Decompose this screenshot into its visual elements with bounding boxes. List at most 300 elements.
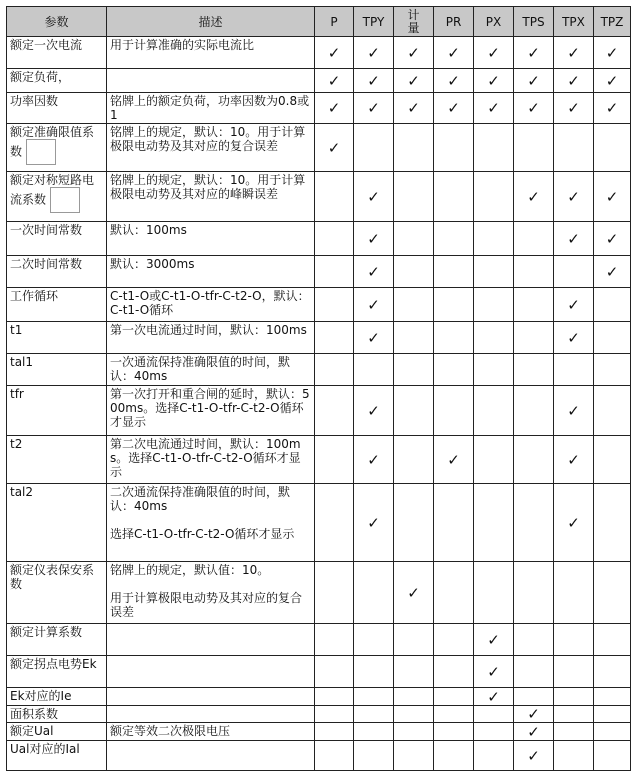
param-cell — [7, 93, 107, 124]
mark-cell-metering — [394, 562, 434, 624]
mark-cell-metering — [394, 354, 434, 386]
mark-cell-tpz — [594, 69, 631, 93]
check-icon: ✓ — [367, 187, 380, 206]
check-icon: ✓ — [567, 401, 580, 420]
mark-cell-p — [315, 386, 354, 436]
desc-cell — [107, 69, 315, 93]
header-row — [7, 7, 631, 37]
table-row — [7, 256, 631, 288]
param-label: 额定负荷， — [10, 70, 71, 84]
mark-cell-p — [315, 93, 354, 124]
param-cell — [7, 37, 107, 69]
mark-cell-px — [474, 69, 514, 93]
mark-cell-tpx — [554, 656, 594, 688]
desc-cell — [107, 656, 315, 688]
mark-cell-tps — [514, 624, 554, 656]
check-icon: ✓ — [367, 513, 380, 532]
check-icon: ✓ — [527, 187, 540, 206]
mark-cell-metering — [394, 386, 434, 436]
mark-cell-tpx — [554, 69, 594, 93]
check-icon: ✓ — [367, 450, 380, 469]
mark-cell-metering — [394, 688, 434, 706]
mark-cell-pr — [434, 172, 474, 222]
mark-cell-metering — [394, 624, 434, 656]
check-icon: ✓ — [605, 43, 619, 62]
mark-cell-pr — [434, 656, 474, 688]
check-icon: ✓ — [605, 262, 619, 281]
mark-cell-px — [474, 322, 514, 354]
mark-cell-p — [315, 723, 354, 741]
param-label: 额定仪表保安系数 — [10, 563, 95, 591]
param-label: 额定一次电流 — [10, 38, 83, 52]
mark-cell-tpz — [594, 656, 631, 688]
param-label: tal2 — [10, 485, 34, 499]
check-icon: ✓ — [527, 43, 540, 62]
mark-cell-px — [474, 288, 514, 322]
desc-cell — [107, 484, 315, 562]
table-row — [7, 354, 631, 386]
check-icon: ✓ — [367, 229, 380, 248]
mark-cell-px — [474, 562, 514, 624]
mark-cell-tpy — [354, 562, 394, 624]
check-icon: ✓ — [567, 71, 580, 90]
mark-cell-tps — [514, 69, 554, 93]
mark-cell-pr — [434, 256, 474, 288]
mark-cell-p — [315, 172, 354, 222]
mark-cell-tpz — [594, 93, 631, 124]
mark-cell-tpx — [554, 222, 594, 256]
param-cell — [7, 688, 107, 706]
mark-cell-metering — [394, 723, 434, 741]
mark-cell-metering — [394, 37, 434, 69]
param-label: t2 — [10, 437, 23, 451]
table-row — [7, 69, 631, 93]
param-label: 功率因数 — [10, 94, 59, 108]
table-row — [7, 37, 631, 69]
param-cell — [7, 484, 107, 562]
desc-text: 额定等效二次极限电压 — [110, 724, 231, 738]
mark-cell-pr — [434, 69, 474, 93]
check-icon: ✓ — [605, 71, 619, 90]
mark-cell-pr — [434, 484, 474, 562]
mark-cell-metering — [394, 172, 434, 222]
check-icon: ✓ — [447, 99, 460, 117]
check-icon: ✓ — [407, 99, 420, 117]
mark-cell-tpz — [594, 484, 631, 562]
check-icon: ✓ — [527, 71, 540, 90]
mark-cell-metering — [394, 484, 434, 562]
mark-cell-px — [474, 37, 514, 69]
mark-cell-px — [474, 723, 514, 741]
param-label: 额定对称短路电流系数 — [10, 173, 95, 207]
check-icon: ✓ — [567, 99, 580, 117]
mark-cell-tpy — [354, 741, 394, 771]
desc-cell — [107, 354, 315, 386]
param-cell — [7, 222, 107, 256]
desc-cell — [107, 93, 315, 124]
param-cell — [7, 741, 107, 771]
check-icon: ✓ — [487, 71, 500, 90]
mark-cell-px — [474, 354, 514, 386]
mark-cell-tpy — [354, 124, 394, 172]
mark-cell-tpy — [354, 656, 394, 688]
param-cell — [7, 354, 107, 386]
mark-cell-p — [315, 436, 354, 484]
mark-cell-tpx — [554, 93, 594, 124]
mark-cell-px — [474, 93, 514, 124]
param-label: 额定计算系数 — [10, 625, 83, 639]
param-label: Ual对应的Ial — [10, 742, 80, 756]
mark-cell-px — [474, 741, 514, 771]
mark-cell-tpy — [354, 386, 394, 436]
mark-cell-tpx — [554, 624, 594, 656]
ct-parameter-table — [6, 6, 631, 771]
mark-cell-metering — [394, 256, 434, 288]
mark-cell-tpy — [354, 222, 394, 256]
param-cell — [7, 288, 107, 322]
mark-cell-tps — [514, 723, 554, 741]
mark-cell-tpz — [594, 322, 631, 354]
mark-cell-tpz — [594, 37, 631, 69]
check-icon: ✓ — [605, 187, 619, 206]
param-cell — [7, 386, 107, 436]
mark-cell-tpx — [554, 172, 594, 222]
check-icon: ✓ — [407, 583, 420, 602]
header-col-metering: 计 量 — [394, 7, 434, 37]
param-cell — [7, 322, 107, 354]
desc-cell — [107, 562, 315, 624]
mark-cell-pr — [434, 562, 474, 624]
param-cell — [7, 69, 107, 93]
mark-cell-tps — [514, 741, 554, 771]
mark-cell-tpy — [354, 354, 394, 386]
mark-cell-tpz — [594, 222, 631, 256]
param-label: 工作循环 — [10, 289, 59, 303]
mark-cell-px — [474, 688, 514, 706]
mark-cell-tpy — [354, 624, 394, 656]
mark-cell-tpx — [554, 256, 594, 288]
check-icon: ✓ — [605, 229, 619, 248]
mark-cell-px — [474, 222, 514, 256]
mark-cell-tps — [514, 484, 554, 562]
mark-cell-metering — [394, 656, 434, 688]
desc-text: 铭牌上的规定，默认：10。用于计算极限电动势及其对应的峰瞬误差 — [110, 173, 306, 201]
mark-cell-tps — [514, 656, 554, 688]
param-cell — [7, 172, 107, 222]
check-icon: ✓ — [567, 187, 580, 206]
desc-text: C-t1-O或C-t1-O-tfr-C-t2-O，默认：C-t1-O循环 — [110, 289, 310, 317]
mark-cell-pr — [434, 288, 474, 322]
mark-cell-tps — [514, 688, 554, 706]
header-col-tps: TPS — [514, 7, 554, 37]
check-icon: ✓ — [567, 295, 580, 314]
desc-cell — [107, 37, 315, 69]
check-icon: ✓ — [567, 450, 580, 469]
table-row — [7, 562, 631, 624]
check-icon: ✓ — [367, 71, 380, 90]
mark-cell-tps — [514, 288, 554, 322]
mark-cell-tpz — [594, 624, 631, 656]
desc-cell — [107, 124, 315, 172]
check-icon: ✓ — [527, 746, 540, 765]
mark-cell-tps — [514, 354, 554, 386]
param-cell — [7, 656, 107, 688]
mark-cell-tps — [514, 322, 554, 354]
param-cell — [7, 124, 107, 172]
mark-cell-p — [315, 69, 354, 93]
mark-cell-p — [315, 288, 354, 322]
mark-cell-tps — [514, 386, 554, 436]
mark-cell-metering — [394, 69, 434, 93]
check-icon: ✓ — [487, 630, 500, 649]
check-icon: ✓ — [487, 662, 500, 681]
check-icon: ✓ — [447, 43, 460, 62]
check-icon: ✓ — [447, 450, 460, 469]
param-label: 额定拐点电势Ek — [10, 657, 97, 671]
mark-cell-tps — [514, 37, 554, 69]
mark-cell-p — [315, 256, 354, 288]
mark-cell-p — [315, 354, 354, 386]
table-row — [7, 288, 631, 322]
table-row — [7, 322, 631, 354]
mark-cell-p — [315, 562, 354, 624]
check-icon: ✓ — [527, 722, 540, 741]
mark-cell-px — [474, 484, 514, 562]
mark-cell-tps — [514, 124, 554, 172]
mark-cell-tpz — [594, 124, 631, 172]
table-row — [7, 172, 631, 222]
param-label: tal1 — [10, 355, 34, 369]
check-icon: ✓ — [567, 513, 580, 532]
param-label: t1 — [10, 323, 23, 337]
mark-cell-tpx — [554, 741, 594, 771]
mark-cell-tpx — [554, 354, 594, 386]
param-label: tfr — [10, 387, 24, 401]
mark-cell-tpy — [354, 688, 394, 706]
mark-cell-tps — [514, 256, 554, 288]
desc-cell — [107, 688, 315, 706]
mark-cell-tpy — [354, 288, 394, 322]
table-body — [7, 37, 631, 771]
header-col-tpx: TPX — [554, 7, 594, 37]
mark-cell-tps — [514, 93, 554, 124]
mark-cell-tpy — [354, 256, 394, 288]
check-icon: ✓ — [327, 99, 341, 117]
mark-cell-pr — [434, 741, 474, 771]
mark-cell-p — [315, 222, 354, 256]
mark-cell-tpz — [594, 723, 631, 741]
header-col-pr: PR — [434, 7, 474, 37]
param-label: 一次时间常数 — [10, 223, 83, 237]
mark-cell-tpz — [594, 354, 631, 386]
mark-cell-pr — [434, 124, 474, 172]
mark-cell-pr — [434, 386, 474, 436]
param-label: 面积系数 — [10, 707, 59, 721]
desc-text: 默认：100ms — [110, 223, 187, 237]
check-icon: ✓ — [605, 99, 619, 117]
mark-cell-tpz — [594, 706, 631, 723]
desc-text: 第一次打开和重合闸的延时，默认：500ms。选择C-t1-O-tfr-C-t2-O循环才显示 — [110, 387, 310, 429]
mark-cell-tpx — [554, 706, 594, 723]
mark-cell-tpy — [354, 723, 394, 741]
mark-cell-p — [315, 624, 354, 656]
table-row — [7, 436, 631, 484]
desc-note: 用于计算极限电动势及其对应的复合误差 — [110, 591, 303, 619]
mark-cell-tpx — [554, 723, 594, 741]
mark-cell-tpz — [594, 172, 631, 222]
mark-cell-tps — [514, 172, 554, 222]
blank-input-box — [50, 187, 80, 213]
param-label: Ek对应的Ie — [10, 689, 72, 703]
mark-cell-tpx — [554, 37, 594, 69]
mark-cell-p — [315, 706, 354, 723]
mark-cell-pr — [434, 37, 474, 69]
check-icon: ✓ — [487, 687, 500, 706]
mark-cell-p — [315, 322, 354, 354]
check-icon: ✓ — [367, 328, 380, 347]
mark-cell-pr — [434, 624, 474, 656]
check-icon: ✓ — [527, 705, 540, 723]
table-row — [7, 688, 631, 706]
desc-cell — [107, 172, 315, 222]
mark-cell-tpz — [594, 562, 631, 624]
mark-cell-metering — [394, 706, 434, 723]
desc-cell — [107, 436, 315, 484]
param-cell — [7, 562, 107, 624]
table-row — [7, 222, 631, 256]
mark-cell-px — [474, 386, 514, 436]
mark-cell-tpy — [354, 706, 394, 723]
table-row — [7, 723, 631, 741]
mark-cell-pr — [434, 222, 474, 256]
mark-cell-tpz — [594, 688, 631, 706]
mark-cell-p — [315, 656, 354, 688]
check-icon: ✓ — [327, 71, 341, 90]
mark-cell-pr — [434, 93, 474, 124]
mark-cell-tpx — [554, 322, 594, 354]
mark-cell-p — [315, 741, 354, 771]
mark-cell-tpx — [554, 436, 594, 484]
param-cell — [7, 706, 107, 723]
check-icon: ✓ — [527, 99, 540, 117]
mark-cell-px — [474, 256, 514, 288]
mark-cell-pr — [434, 723, 474, 741]
desc-cell — [107, 222, 315, 256]
mark-cell-tpz — [594, 288, 631, 322]
table-row — [7, 741, 631, 771]
header-param: 参数 — [7, 7, 107, 37]
check-icon: ✓ — [567, 229, 580, 248]
check-icon: ✓ — [407, 71, 420, 90]
spec-table-container — [6, 6, 631, 771]
mark-cell-metering — [394, 124, 434, 172]
desc-cell — [107, 386, 315, 436]
mark-cell-px — [474, 656, 514, 688]
desc-cell — [107, 288, 315, 322]
check-icon: ✓ — [487, 99, 500, 117]
param-cell — [7, 256, 107, 288]
mark-cell-p — [315, 688, 354, 706]
check-icon: ✓ — [447, 71, 460, 90]
mark-cell-tpz — [594, 741, 631, 771]
check-icon: ✓ — [327, 138, 341, 157]
param-cell — [7, 624, 107, 656]
mark-cell-pr — [434, 322, 474, 354]
mark-cell-metering — [394, 93, 434, 124]
table-row — [7, 93, 631, 124]
mark-cell-tpy — [354, 484, 394, 562]
desc-cell — [107, 723, 315, 741]
desc-text: 第一次电流通过时间，默认：100ms — [110, 323, 307, 337]
mark-cell-tpx — [554, 688, 594, 706]
mark-cell-tps — [514, 222, 554, 256]
param-cell — [7, 436, 107, 484]
mark-cell-tps — [514, 706, 554, 723]
mark-cell-tpy — [354, 172, 394, 222]
desc-cell — [107, 624, 315, 656]
mark-cell-tpx — [554, 288, 594, 322]
param-cell — [7, 723, 107, 741]
check-icon: ✓ — [367, 99, 380, 117]
mark-cell-tpz — [594, 436, 631, 484]
mark-cell-tpx — [554, 484, 594, 562]
mark-cell-tpx — [554, 386, 594, 436]
mark-cell-tpz — [594, 386, 631, 436]
check-icon: ✓ — [367, 295, 380, 314]
check-icon: ✓ — [567, 328, 580, 347]
header-desc: 描述 — [107, 7, 315, 37]
mark-cell-px — [474, 624, 514, 656]
blank-input-box — [26, 139, 56, 165]
desc-cell — [107, 256, 315, 288]
table-row — [7, 656, 631, 688]
header-col-px: PX — [474, 7, 514, 37]
desc-text: 用于计算准确的实际电流比 — [110, 38, 255, 52]
desc-text: 默认：3000ms — [110, 257, 195, 271]
check-icon: ✓ — [367, 43, 380, 62]
mark-cell-tpy — [354, 69, 394, 93]
table-row — [7, 706, 631, 723]
param-label: 额定Ual — [10, 724, 54, 738]
check-icon: ✓ — [407, 43, 420, 62]
desc-text: 第二次电流通过时间，默认：100ms。选择C-t1-O-tfr-C-t2-O循环才显示 — [110, 437, 301, 479]
header-col-tpy: TPY — [354, 7, 394, 37]
table-row — [7, 386, 631, 436]
mark-cell-p — [315, 484, 354, 562]
check-icon: ✓ — [487, 43, 500, 62]
mark-cell-pr — [434, 688, 474, 706]
mark-cell-metering — [394, 322, 434, 354]
check-icon: ✓ — [567, 43, 580, 62]
mark-cell-px — [474, 706, 514, 723]
mark-cell-metering — [394, 222, 434, 256]
mark-cell-px — [474, 124, 514, 172]
mark-cell-px — [474, 172, 514, 222]
mark-cell-tpy — [354, 37, 394, 69]
check-icon: ✓ — [367, 262, 380, 281]
check-icon: ✓ — [367, 401, 380, 420]
header-col-tpz: TPZ — [594, 7, 631, 37]
mark-cell-pr — [434, 436, 474, 484]
desc-text: 二次通流保持准确限值的时间，默认：40ms — [110, 485, 291, 513]
mark-cell-p — [315, 124, 354, 172]
mark-cell-p — [315, 37, 354, 69]
desc-cell — [107, 322, 315, 354]
header-col-p: P — [315, 7, 354, 37]
mark-cell-metering — [394, 288, 434, 322]
desc-cell — [107, 741, 315, 771]
table-row — [7, 484, 631, 562]
